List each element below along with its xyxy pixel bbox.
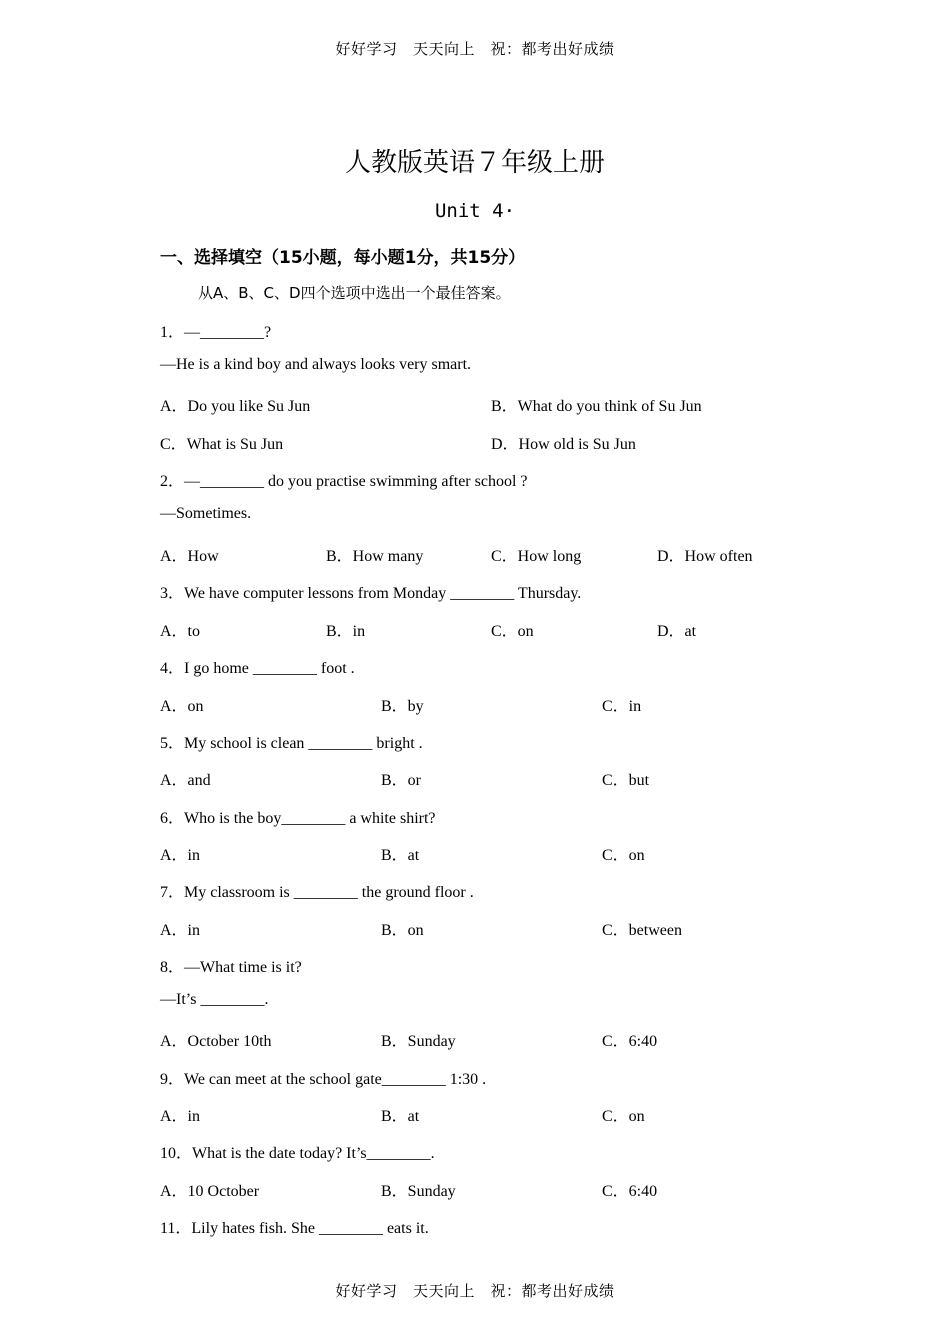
question-3-option-a: A．to xyxy=(160,623,201,640)
question-3-option-c: C．on xyxy=(491,623,534,640)
question-1-option-b: B．What do you think of Su Jun xyxy=(491,398,702,415)
question-9-option-b: B．at xyxy=(381,1108,420,1125)
unit-subtitle: Unit 4· xyxy=(434,200,516,222)
question-4-stem: 4．I go home ________ foot . xyxy=(160,660,355,677)
question-10-stem: 10．What is the date today? It’s________. xyxy=(160,1145,435,1162)
question-6-option-a: A．in xyxy=(160,847,201,864)
section-heading: 一、选择填空（15小题，每小题1分，共15分） xyxy=(160,248,526,268)
question-8-stem: 8．—What time is it? xyxy=(160,959,302,976)
question-9-stem: 9．We can meet at the school gate________ 1:30 . xyxy=(160,1071,487,1088)
question-10-option-a: A．10 October xyxy=(160,1183,260,1200)
question-7-option-a: A．in xyxy=(160,922,201,939)
question-1-stem: 1．—________? xyxy=(160,324,272,341)
question-1-option-a: A．Do you like Su Jun xyxy=(160,398,311,415)
question-7-stem: 7．My classroom is ________ the ground floor . xyxy=(160,884,474,901)
question-10-option-b: B．Sunday xyxy=(381,1183,456,1200)
question-2-option-b: B．How many xyxy=(326,548,424,565)
question-10-option-c: C．6:40 xyxy=(602,1183,658,1200)
question-3-option-d: D．at xyxy=(657,623,697,640)
question-8-option-b: B．Sunday xyxy=(381,1033,456,1050)
question-9-option-a: A．in xyxy=(160,1108,201,1125)
question-6-option-b: B．at xyxy=(381,847,420,864)
question-8-option-a: A．October 10th xyxy=(160,1033,272,1050)
question-2-option-c: C．How long xyxy=(491,548,582,565)
question-5-option-a: A．and xyxy=(160,772,211,789)
question-5-option-c: C．but xyxy=(602,772,650,789)
question-7-option-c: C．between xyxy=(602,922,682,939)
question-6-option-c: C．on xyxy=(602,847,645,864)
question-4-option-a: A．on xyxy=(160,698,204,715)
question-9-option-c: C．on xyxy=(602,1108,645,1125)
question-4-option-b: B．by xyxy=(381,698,424,715)
question-11-stem: 11．Lily hates fish. She ________ eats it. xyxy=(160,1220,429,1237)
question-5-option-b: B．or xyxy=(381,772,422,789)
question-8-option-c: C．6:40 xyxy=(602,1033,658,1050)
question-4-option-c: C．in xyxy=(602,698,642,715)
question-2-option-a: A．How xyxy=(160,548,219,565)
question-1-option-d: D．How old is Su Jun xyxy=(491,436,636,453)
page-footer: 好好学习 天天向上 祝：都考出好成绩 xyxy=(335,1282,615,1300)
question-1-answer-line: —He is a kind boy and always looks very smart. xyxy=(160,356,472,373)
instruction-text: 从A、B、C、D四个选项中选出一个最佳答案。 xyxy=(198,284,511,302)
page-header: 好好学习 天天向上 祝：都考出好成绩 xyxy=(335,40,615,58)
question-3-option-b: B．in xyxy=(326,623,366,640)
question-2-stem: 2．—________ do you practise swimming after school ? xyxy=(160,473,528,490)
question-1-option-c: C．What is Su Jun xyxy=(160,436,284,453)
question-3-stem: 3．We have computer lessons from Monday ________ Thursday. xyxy=(160,585,582,602)
question-8-answer-line: —It’s ________. xyxy=(160,991,269,1008)
question-2-option-d: D．How often xyxy=(657,548,753,565)
question-2-answer-line: —Sometimes. xyxy=(160,505,252,522)
question-7-option-b: B．on xyxy=(381,922,424,939)
document-title: 人教版英语７年级上册 xyxy=(344,148,605,178)
question-5-stem: 5．My school is clean ________ bright . xyxy=(160,735,423,752)
question-6-stem: 6．Who is the boy________ a white shirt? xyxy=(160,810,436,827)
